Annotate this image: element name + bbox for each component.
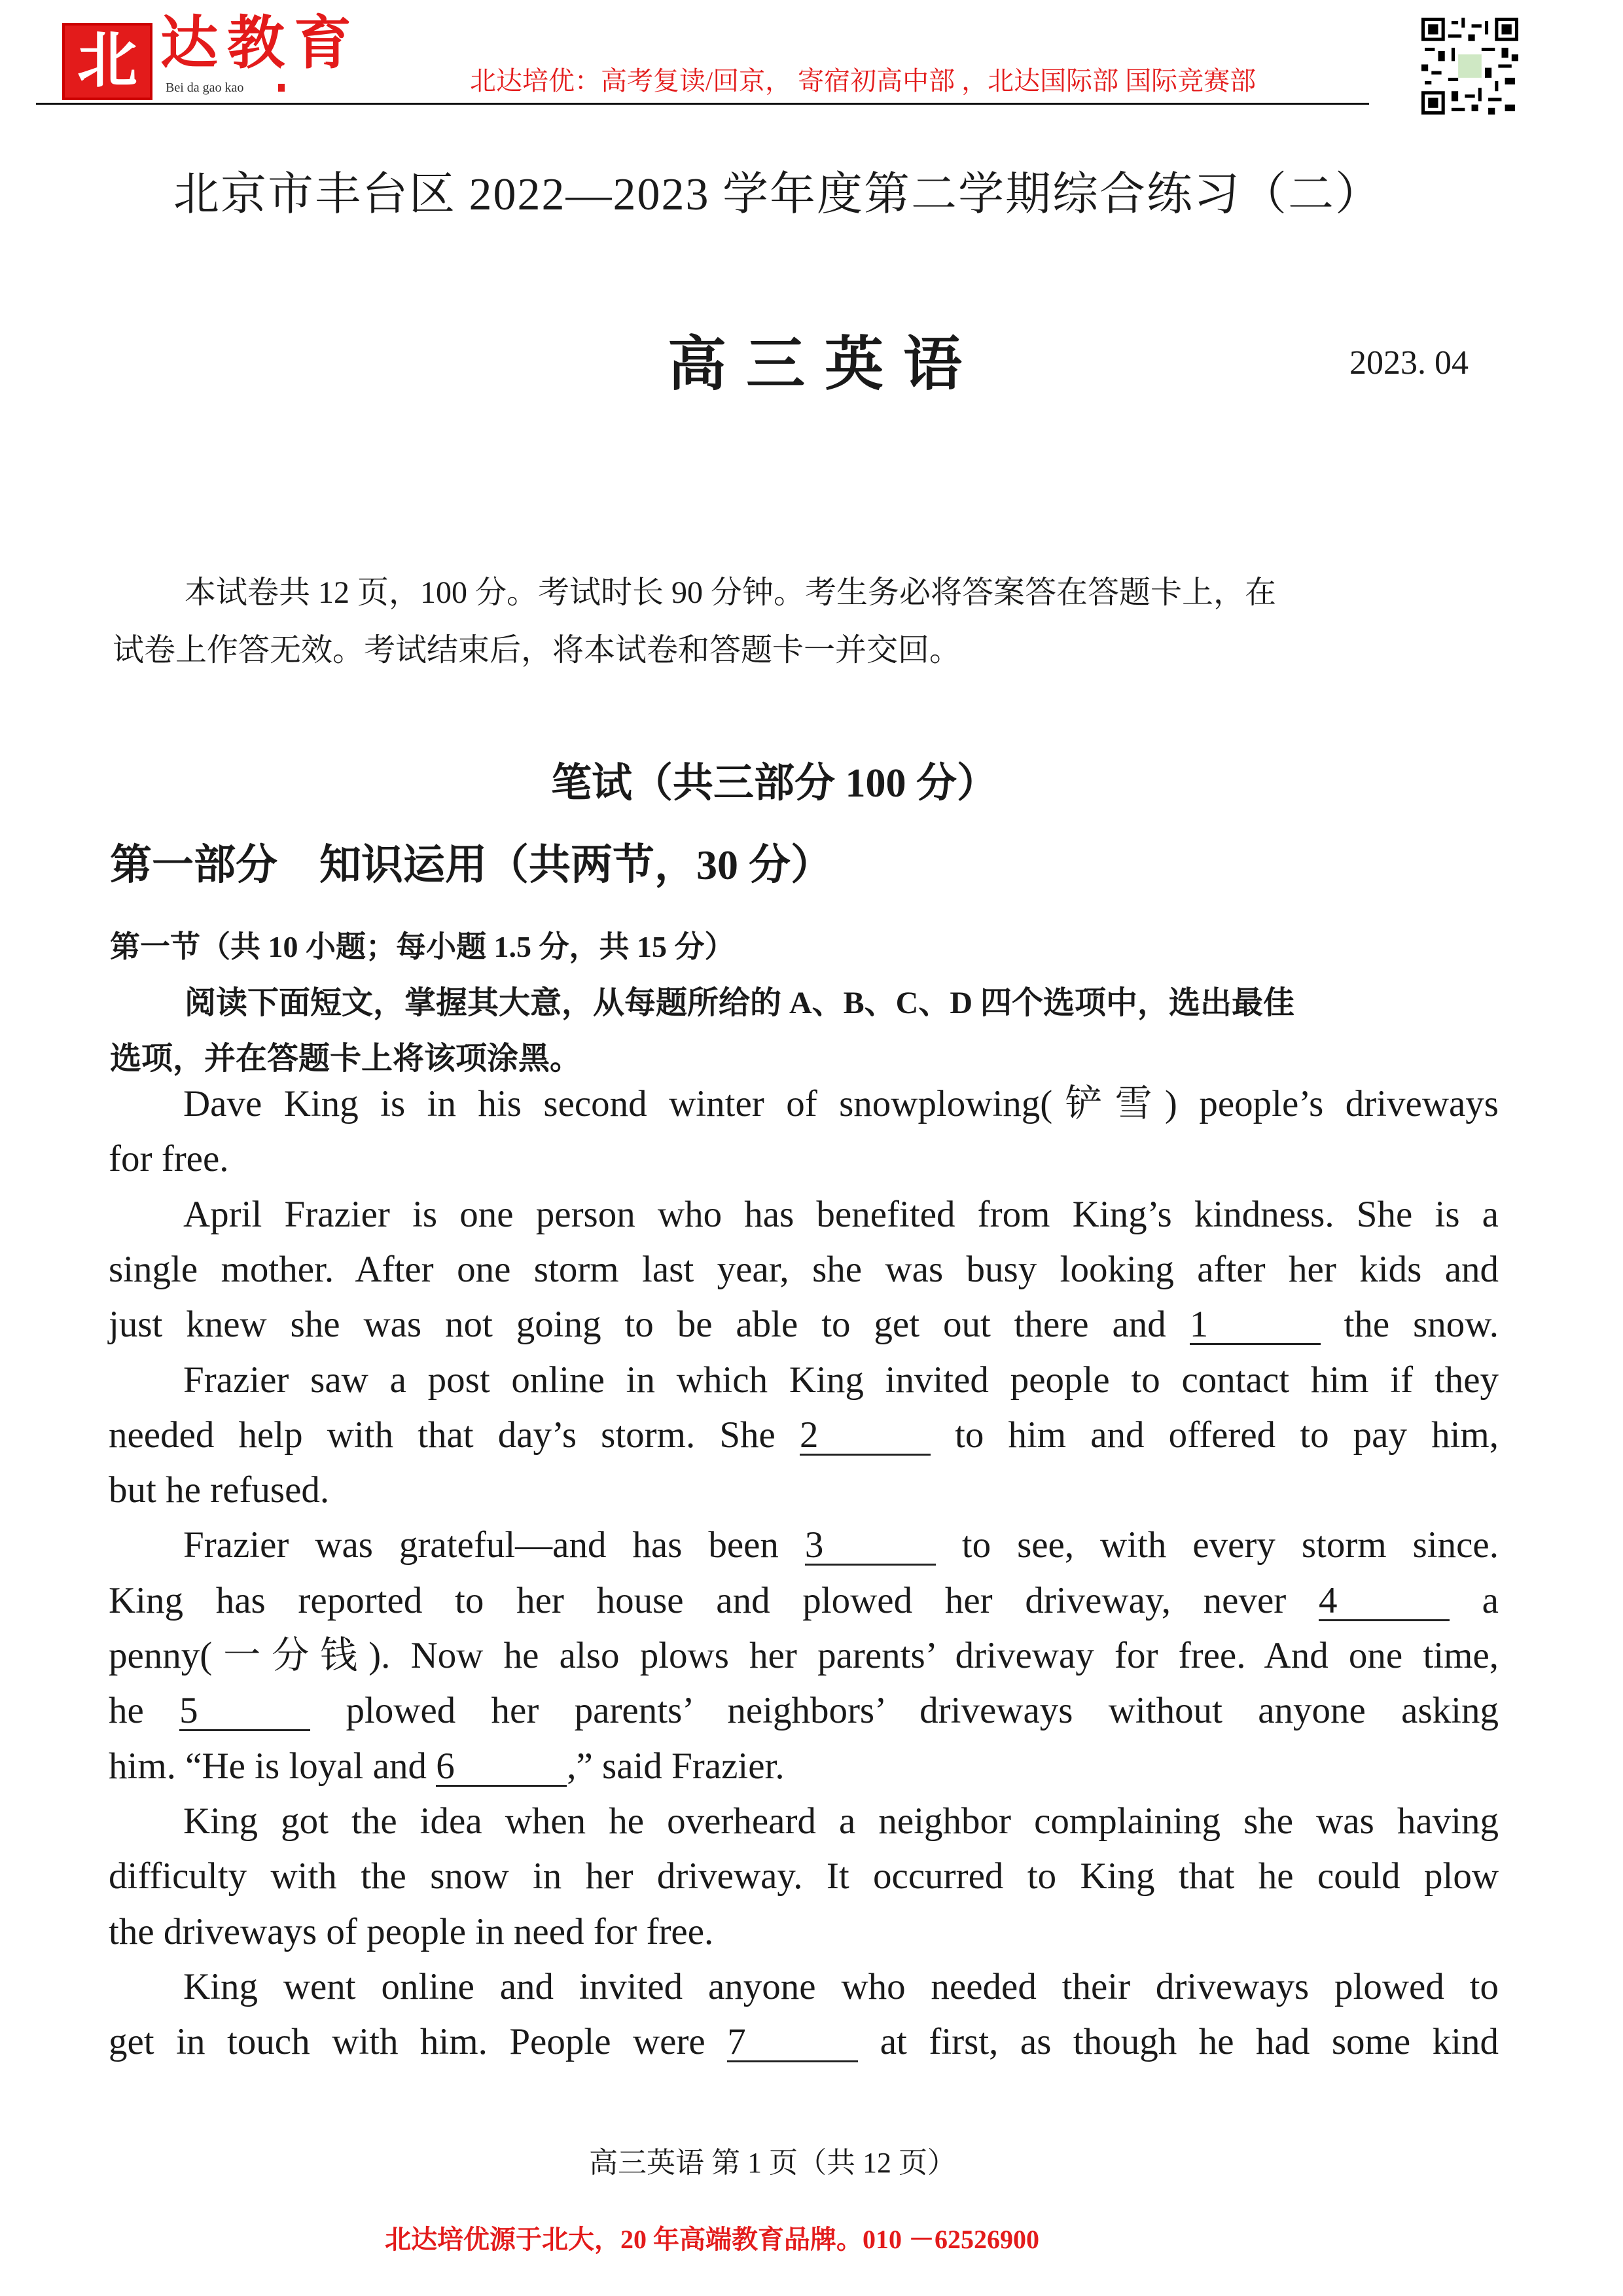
page-footer: 高三英语 第 1 页（共 12 页） [589, 2147, 956, 2179]
passage-line [109, 1247, 1499, 1293]
passage-line [109, 1302, 1499, 1348]
passage-line [183, 1799, 1499, 1844]
passage-text: Dave King is in his second winter of snowplowing(铲雪) people’s driveways [183, 1083, 1499, 1124]
instruction-line-1: 本试卷共 12 页，100 分。考试时长 90 分钟。考生务必将答案答在答题卡上，在 [185, 575, 1277, 610]
passage-text: needed help with that day’s storm. She [109, 1414, 800, 1456]
exam-title: 北京市丰台区 2022—2023 学年度第二学期综合练习（二） [173, 170, 1382, 220]
cloze-blank-1: 1 [1190, 1306, 1321, 1345]
cloze-blank-3: 3 [805, 1527, 936, 1566]
passage-text: at first, as though he had some kind [858, 2021, 1499, 2063]
instruction-line-2: 试卷上作答无效。考试结束后，将本试卷和答题卡一并交回。 [113, 633, 961, 668]
passage-line [183, 1192, 1499, 1238]
passage-text: King went online and invited anyone who needed their driveways plowed to [183, 1965, 1499, 2007]
passage-text: the driveways of people in need for free. [109, 1910, 714, 1952]
passage-text: ,” said Frazier. [567, 1745, 785, 1787]
header-divider [36, 103, 1369, 105]
passage-line [183, 1964, 1499, 2010]
passage-line [183, 1357, 1499, 1403]
passage-line [109, 2019, 1499, 2065]
passage-text: a [1449, 1579, 1499, 1621]
passage-text: for free. [109, 1138, 229, 1180]
passage-line [109, 1467, 1499, 1513]
cloze-blank-6: 6 [436, 1748, 567, 1787]
passage-text: penny(一分钱). Now he also plows her parents’ driveway for free. And one time, [109, 1635, 1499, 1676]
passage-line [109, 1854, 1499, 1899]
passage-text: April Frazier is one person who has benefited from King’s kindness. She is a [183, 1193, 1499, 1235]
logo-dot [278, 84, 285, 92]
passage-text: he [109, 1690, 180, 1732]
passage-text: to him and offered to pay him, [930, 1414, 1499, 1456]
passage-text: single mother. After one storm last year, she was busy looking after her kids and [109, 1248, 1499, 1290]
passage-text: King got the idea when he overheard a neighbor complaining she was having [183, 1800, 1499, 1842]
passage-text: Frazier was grateful—and has been [183, 1524, 805, 1566]
cloze-blank-2: 2 [800, 1417, 931, 1456]
passage-line [109, 1578, 1499, 1624]
passage-text: just knew she was not going to be able to get out there and [109, 1304, 1190, 1346]
cloze-blank-5: 5 [179, 1693, 310, 1731]
passage-text: the snow. [1320, 1304, 1499, 1346]
logo-mark: 北 [62, 23, 152, 100]
passage-text: get in touch with him. People were [109, 2021, 728, 2063]
qr-code-icon [1417, 18, 1523, 115]
exam-subject: 高三英语 [668, 332, 982, 397]
passage-line [109, 1633, 1499, 1679]
cloze-blank-7: 7 [727, 2024, 858, 2062]
passage-text: but he refused. [109, 1469, 330, 1511]
part-heading: 第一部分 知识运用（共两节，30 分） [110, 842, 832, 888]
exam-date: 2023. 04 [1349, 344, 1469, 382]
passage-line [109, 1744, 1499, 1789]
section-instruction-line-1: 阅读下面短文，掌握其大意，从每题所给的 A、B、C、D 四个选项中，选出最佳 [185, 986, 1295, 1020]
header-slogan: 北达培优：高考复读/回京， 寄宿初高中部 ，北达国际部 国际竞赛部 [470, 66, 1257, 96]
promo-footer: 北达培优源于北大，20 年高端教育品牌。010 －62526900 [385, 2225, 1039, 2254]
cloze-blank-4: 4 [1319, 1583, 1450, 1621]
logo-text: 达教育 [160, 12, 361, 76]
passage-line [109, 1412, 1499, 1458]
passage-line [109, 1136, 1499, 1182]
passage-text: difficulty with the snow in her driveway. It occurred to King that he could plow [109, 1856, 1499, 1897]
passage-text: him. “He is loyal and [109, 1745, 437, 1787]
passage-line [109, 1688, 1499, 1734]
written-heading: 笔试（共三部分 100 分） [551, 761, 998, 806]
passage-text: King has reported to her house and plowed her driveway, never [109, 1579, 1319, 1621]
passage-text: Frazier saw a post online in which King invited people to contact him if they [183, 1359, 1499, 1401]
passage-line [109, 1909, 1499, 1955]
passage-text: to see, with every storm since. [935, 1524, 1499, 1566]
section-heading: 第一节（共 10 小题；每小题 1.5 分，共 15 分） [110, 930, 735, 963]
passage-text: plowed her parents’ neighbors’ driveways without anyone asking [310, 1690, 1499, 1732]
passage-line [183, 1522, 1499, 1568]
logo-subtitle: Bei da gao kao [166, 81, 244, 95]
section-instruction-line-2: 选项，并在答题卡上将该项涂黑。 [110, 1041, 582, 1076]
passage-line [183, 1081, 1499, 1127]
